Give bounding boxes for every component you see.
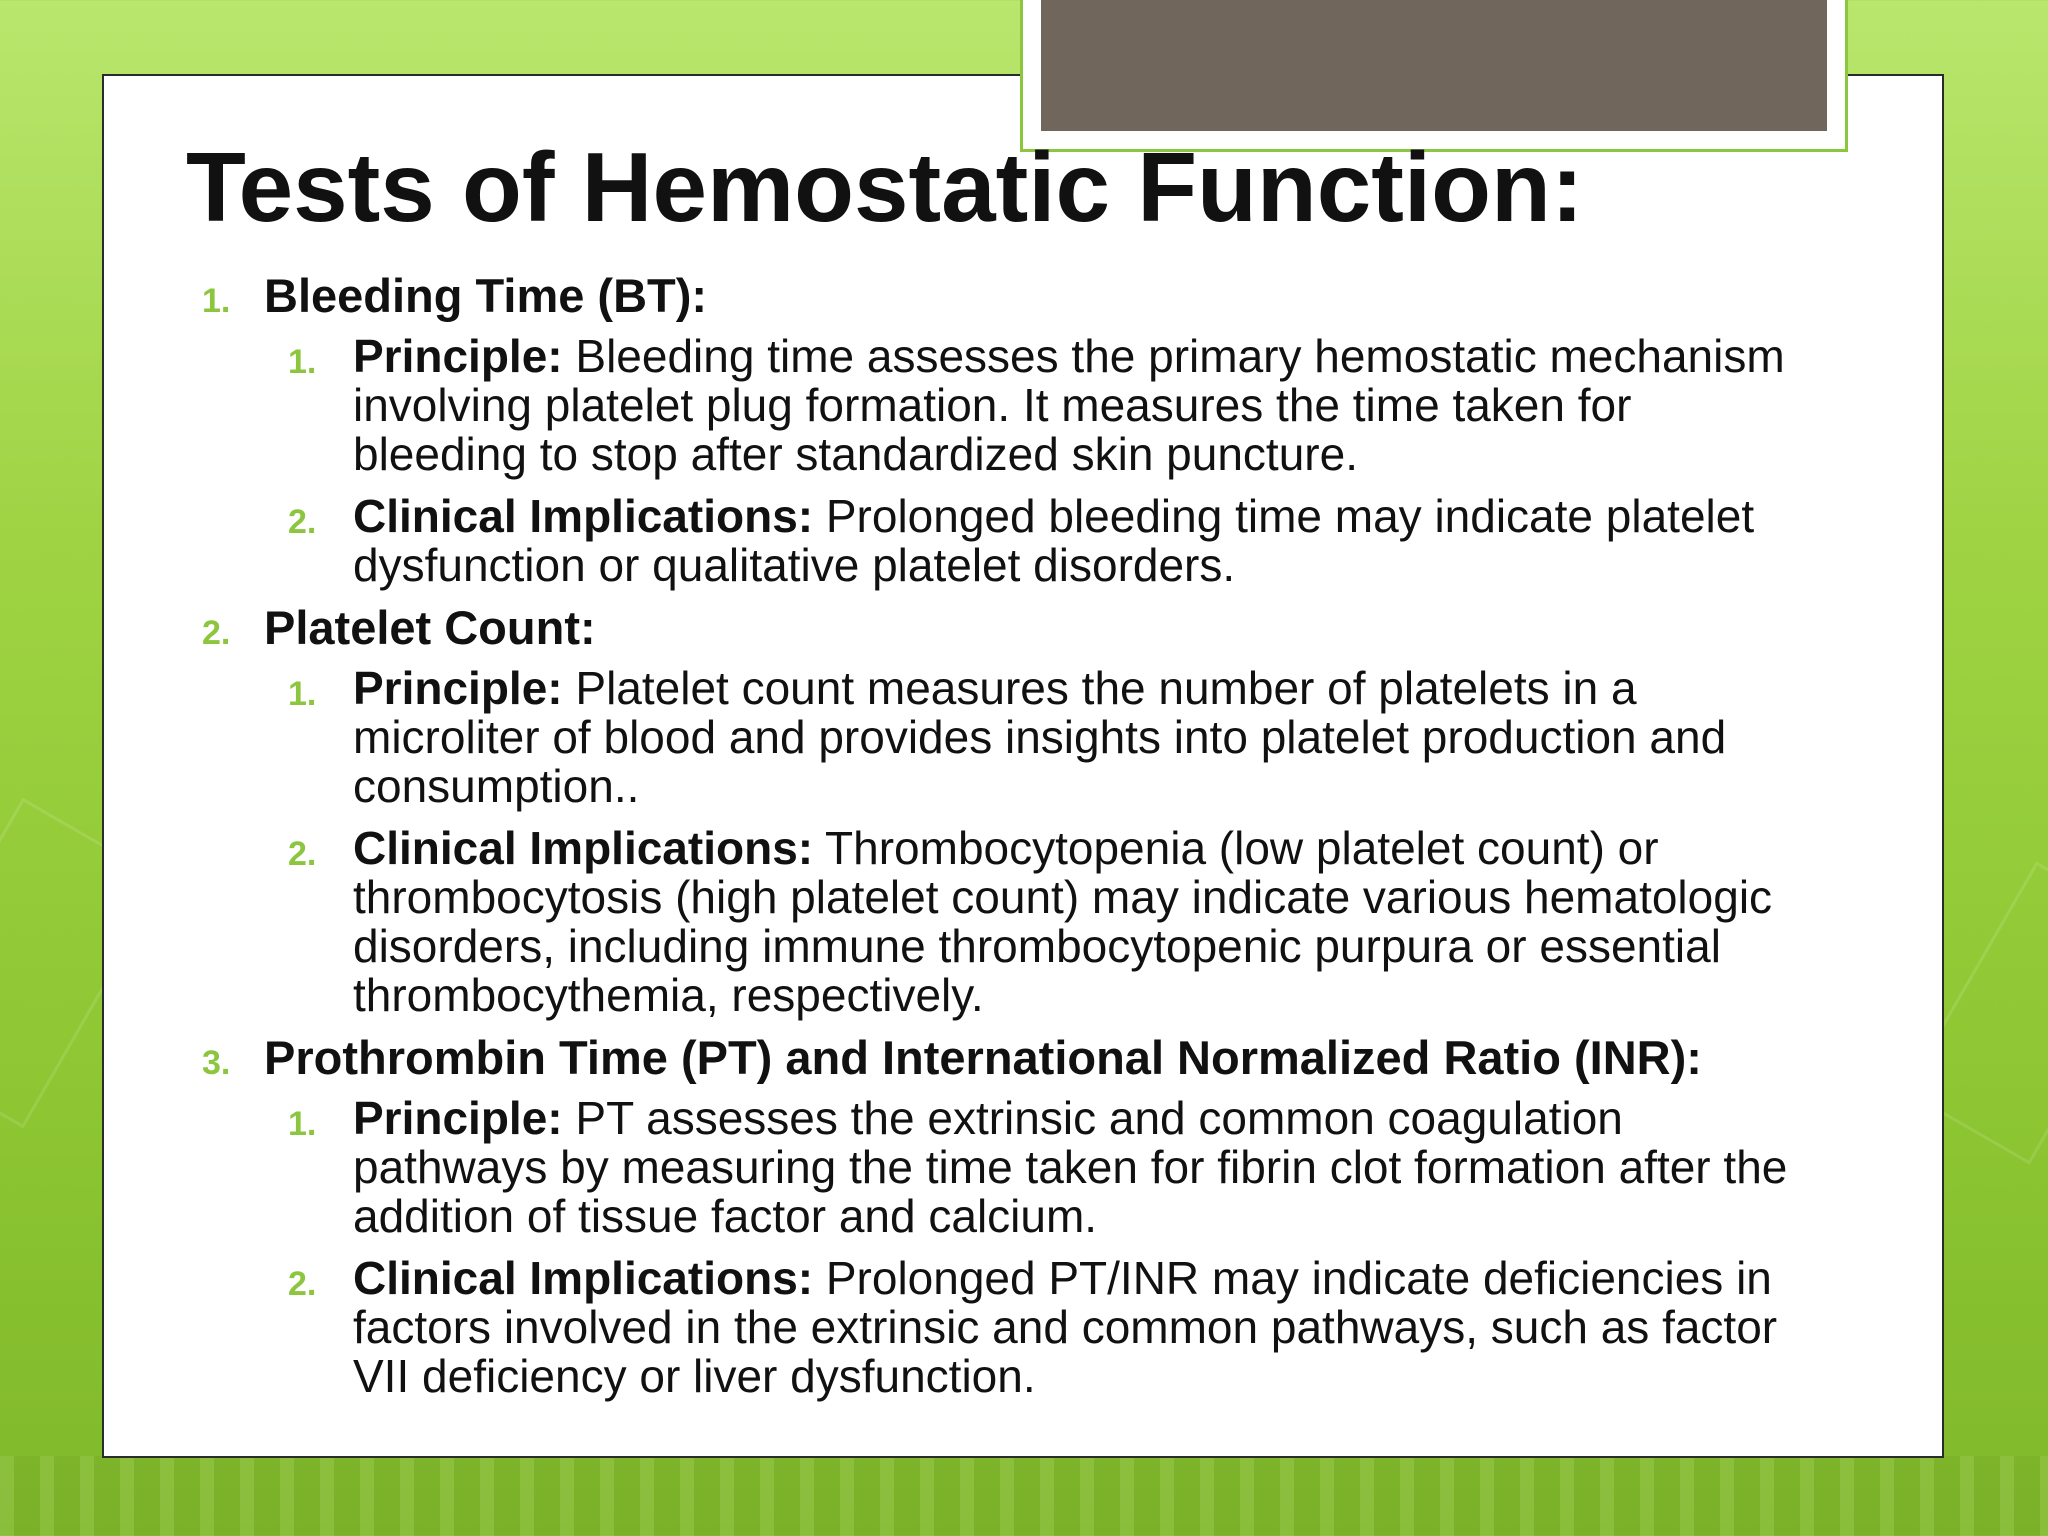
section-number: 3. [202,1044,231,1082]
point-label: Principle: [353,330,563,382]
point-text: addition of tissue factor and calcium. [353,1190,1098,1242]
section-number: 2. [202,614,231,652]
point-text: microliter of blood and provides insights into platelet production and [353,711,1727,763]
point-text: Thrombocytopenia (low platelet count) or [813,822,1659,874]
point-number: 2. [288,835,317,873]
point-text: factors involved in the extrinsic and common pathways, such as factor [353,1301,1778,1353]
point-clinical-implications [353,1254,1777,1401]
point-label: Clinical Implications: [353,490,814,542]
point-number: 2. [288,503,317,541]
point-text: Platelet count measures the number of platelets in a [562,662,1637,714]
point-text: pathways by measuring the time taken for fibrin clot formation after the [353,1141,1788,1193]
point-number: 2. [288,1265,317,1303]
point-text: consumption.. [353,760,640,812]
section-heading: Prothrombin Time (PT) and International Normalized Ratio (INR): [264,1031,1702,1084]
point-label: Principle: [353,1092,563,1144]
point-text: thrombocytosis (high platelet count) may indicate various hematologic [353,871,1773,923]
point-clinical-implications [353,492,1754,590]
section-heading: Bleeding Time (BT): [264,269,708,322]
point-principle [353,332,1785,479]
section-heading: Platelet Count: [264,601,596,654]
point-text: Bleeding time assesses the primary hemostatic mechanism [562,330,1785,382]
point-label: Principle: [353,662,563,714]
point-text: dysfunction or qualitative platelet disorders. [353,539,1236,591]
point-text: involving platelet plug formation. It measures the time taken for [353,379,1632,431]
point-label: Clinical Implications: [353,1252,814,1304]
point-text: thrombocythemia, respectively. [353,969,984,1021]
point-number: 1. [288,343,317,381]
slide-title: Tests of Hemostatic Function: [186,132,1584,242]
point-number: 1. [288,1105,317,1143]
point-text: PT assesses the extrinsic and common coagulation [562,1092,1623,1144]
point-text: bleeding to stop after standardized skin puncture. [353,428,1358,480]
point-clinical-implications [353,824,1772,1020]
point-text: VII deficiency or liver dysfunction. [353,1350,1036,1402]
section-number: 1. [202,282,231,320]
point-principle [353,664,1726,811]
point-text: disorders, including immune thrombocytopenic purpura or essential [353,920,1721,972]
point-text: Prolonged bleeding time may indicate platelet [813,490,1755,542]
point-text: Prolonged PT/INR may indicate deficiencies in [813,1252,1772,1304]
point-number: 1. [288,675,317,713]
point-label: Clinical Implications: [353,822,814,874]
point-principle [353,1094,1787,1241]
